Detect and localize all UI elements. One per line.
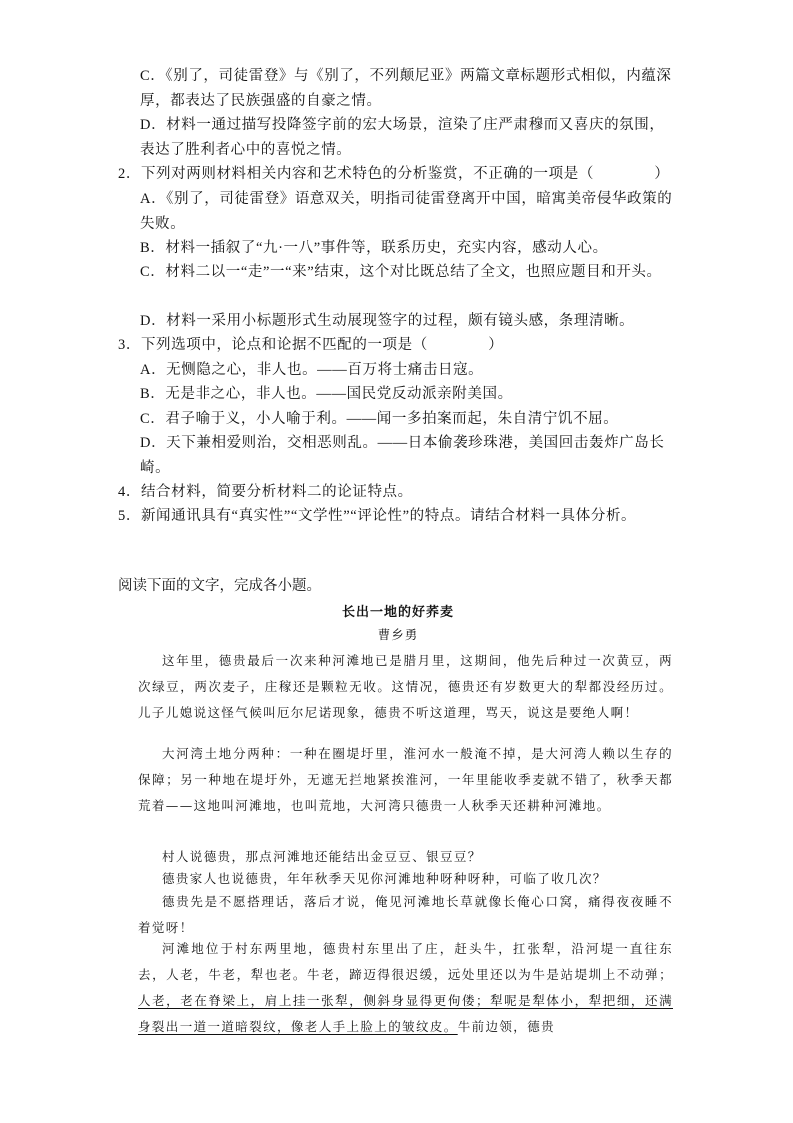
article-paragraph-5: 德贵先是不愿搭理话，落后才说，俺见河滩地长草就像长俺心口窝，痛得夜夜睡不着觉呀！ bbox=[138, 894, 673, 935]
article-paragraph-1: 这年里，德贵最后一次来种河滩地已是腊月里，这期间，他先后种过一次黄豆，两次绿豆，两次麦子，庄稼还是颗粒无收。这情况，德贵还有岁数更大的犁都没经历过。儿子儿媳说这怪气候叫厄尔尼诺现象，德贵不听这道理，骂天，说这是要绝人啊！ bbox=[138, 653, 673, 720]
q2-stem: 2．下列对两则材料相关内容和艺术特色的分析鉴赏，不正确的一项是（ ） bbox=[118, 166, 670, 182]
q5-stem: 5．新闻通讯具有“真实性”“文学性”“评论性”的特点。请结合材料一具体分析。 bbox=[118, 508, 637, 524]
paragraph-6-tail: 牛前边领，德贵 bbox=[457, 1019, 556, 1034]
underlined-passage: 人老，老在脊梁上，肩上挂一张犁，侧斜身显得更佝偻；犁呢是犁体小，犁把细，还满身裂出一道一道暗裂纹，像老人手上脸上的皱纹皮。 bbox=[138, 993, 673, 1034]
article-paragraph-6 bbox=[138, 936, 673, 1040]
article-author: 曹乡勇 bbox=[377, 627, 419, 642]
q2-option-d: D．材料一采用小标题形式生动展现签字的过程，颇有镜头感，条理清晰。 bbox=[140, 313, 635, 329]
q2-option-b: B．材料一插叙了“九·一八”事件等，联系历史，充实内容，感动人心。 bbox=[140, 240, 608, 256]
q3-option-d: D．天下兼相爱则治，交相恶则乱。——日本偷袭珍珠港，美国回击轰炸广岛长崎。 bbox=[140, 435, 665, 476]
article-paragraph-3: 村人说德贵，那点河滩地还能结出金豆豆、银豆豆？ bbox=[162, 849, 482, 864]
paragraph-6-text: 河滩地位于村东两里地，德贵村东里出了庄，赶头牛，扛张犁，沿河堤一直往东去，人老，牛老，犁也老。牛老，蹄迈得很迟缓，远处里还以为牛是站堤圳上不动弹； bbox=[138, 941, 673, 982]
article-paragraph-4: 德贵家人也说德贵，年年秋季天见你河滩地种呀种呀种，可临了收几次？ bbox=[162, 871, 607, 886]
q3-option-c: C．君子喻于义，小人喻于利。——闻一多拍案而起，朱自清宁饥不屈。 bbox=[140, 411, 619, 427]
q3-option-b: B．无是非之心，非人也。——国民党反动派亲附美国。 bbox=[140, 386, 513, 402]
q3-stem: 3．下列选项中，论点和论据不匹配的一项是（ ） bbox=[118, 337, 504, 353]
q2-option-a: A．《别了，司徒雷登》语意双关，明指司徒雷登离开中国，暗寓美帝侵华政策的失败。 bbox=[140, 191, 673, 232]
q1-option-c: C．《别了，司徒雷登》与《别了，不列颠尼亚》两篇文章标题形式相似，内蕴深厚，都表达了民族强盛的自豪之情。 bbox=[140, 68, 672, 109]
reading-intro: 阅读下面的文字，完成各小题。 bbox=[118, 578, 321, 594]
article-title: 长出一地的好荞麦 bbox=[341, 605, 454, 620]
q1-option-d: D．材料一通过描写投降签字前的宏大场景，渲染了庄严肃穆而又喜庆的氛围，表达了胜利者心中的喜悦之情。 bbox=[140, 117, 665, 158]
q4-stem: 4．结合材料，简要分析材料二的论证特点。 bbox=[118, 484, 413, 500]
q3-option-a: A．无恻隐之心，非人也。——百万将士痛击日寇。 bbox=[140, 362, 484, 378]
article-paragraph-2: 大河湾土地分两种：一种在圈堤圩里，淮河水一般淹不掉，是大河湾人赖以生存的保障；另一种地在堤圩外，无遮无拦地紧挨淮河，一年里能收季麦就不错了，秋季天都荒着——这地叫河滩地，也叫荒地，大河湾只德贵一人秋季天还耕种河滩地。 bbox=[138, 746, 673, 813]
q2-option-c: C．材料二以一“走”一“来”结束，这个对比既总结了全文，也照应题目和开头。 bbox=[140, 264, 662, 280]
